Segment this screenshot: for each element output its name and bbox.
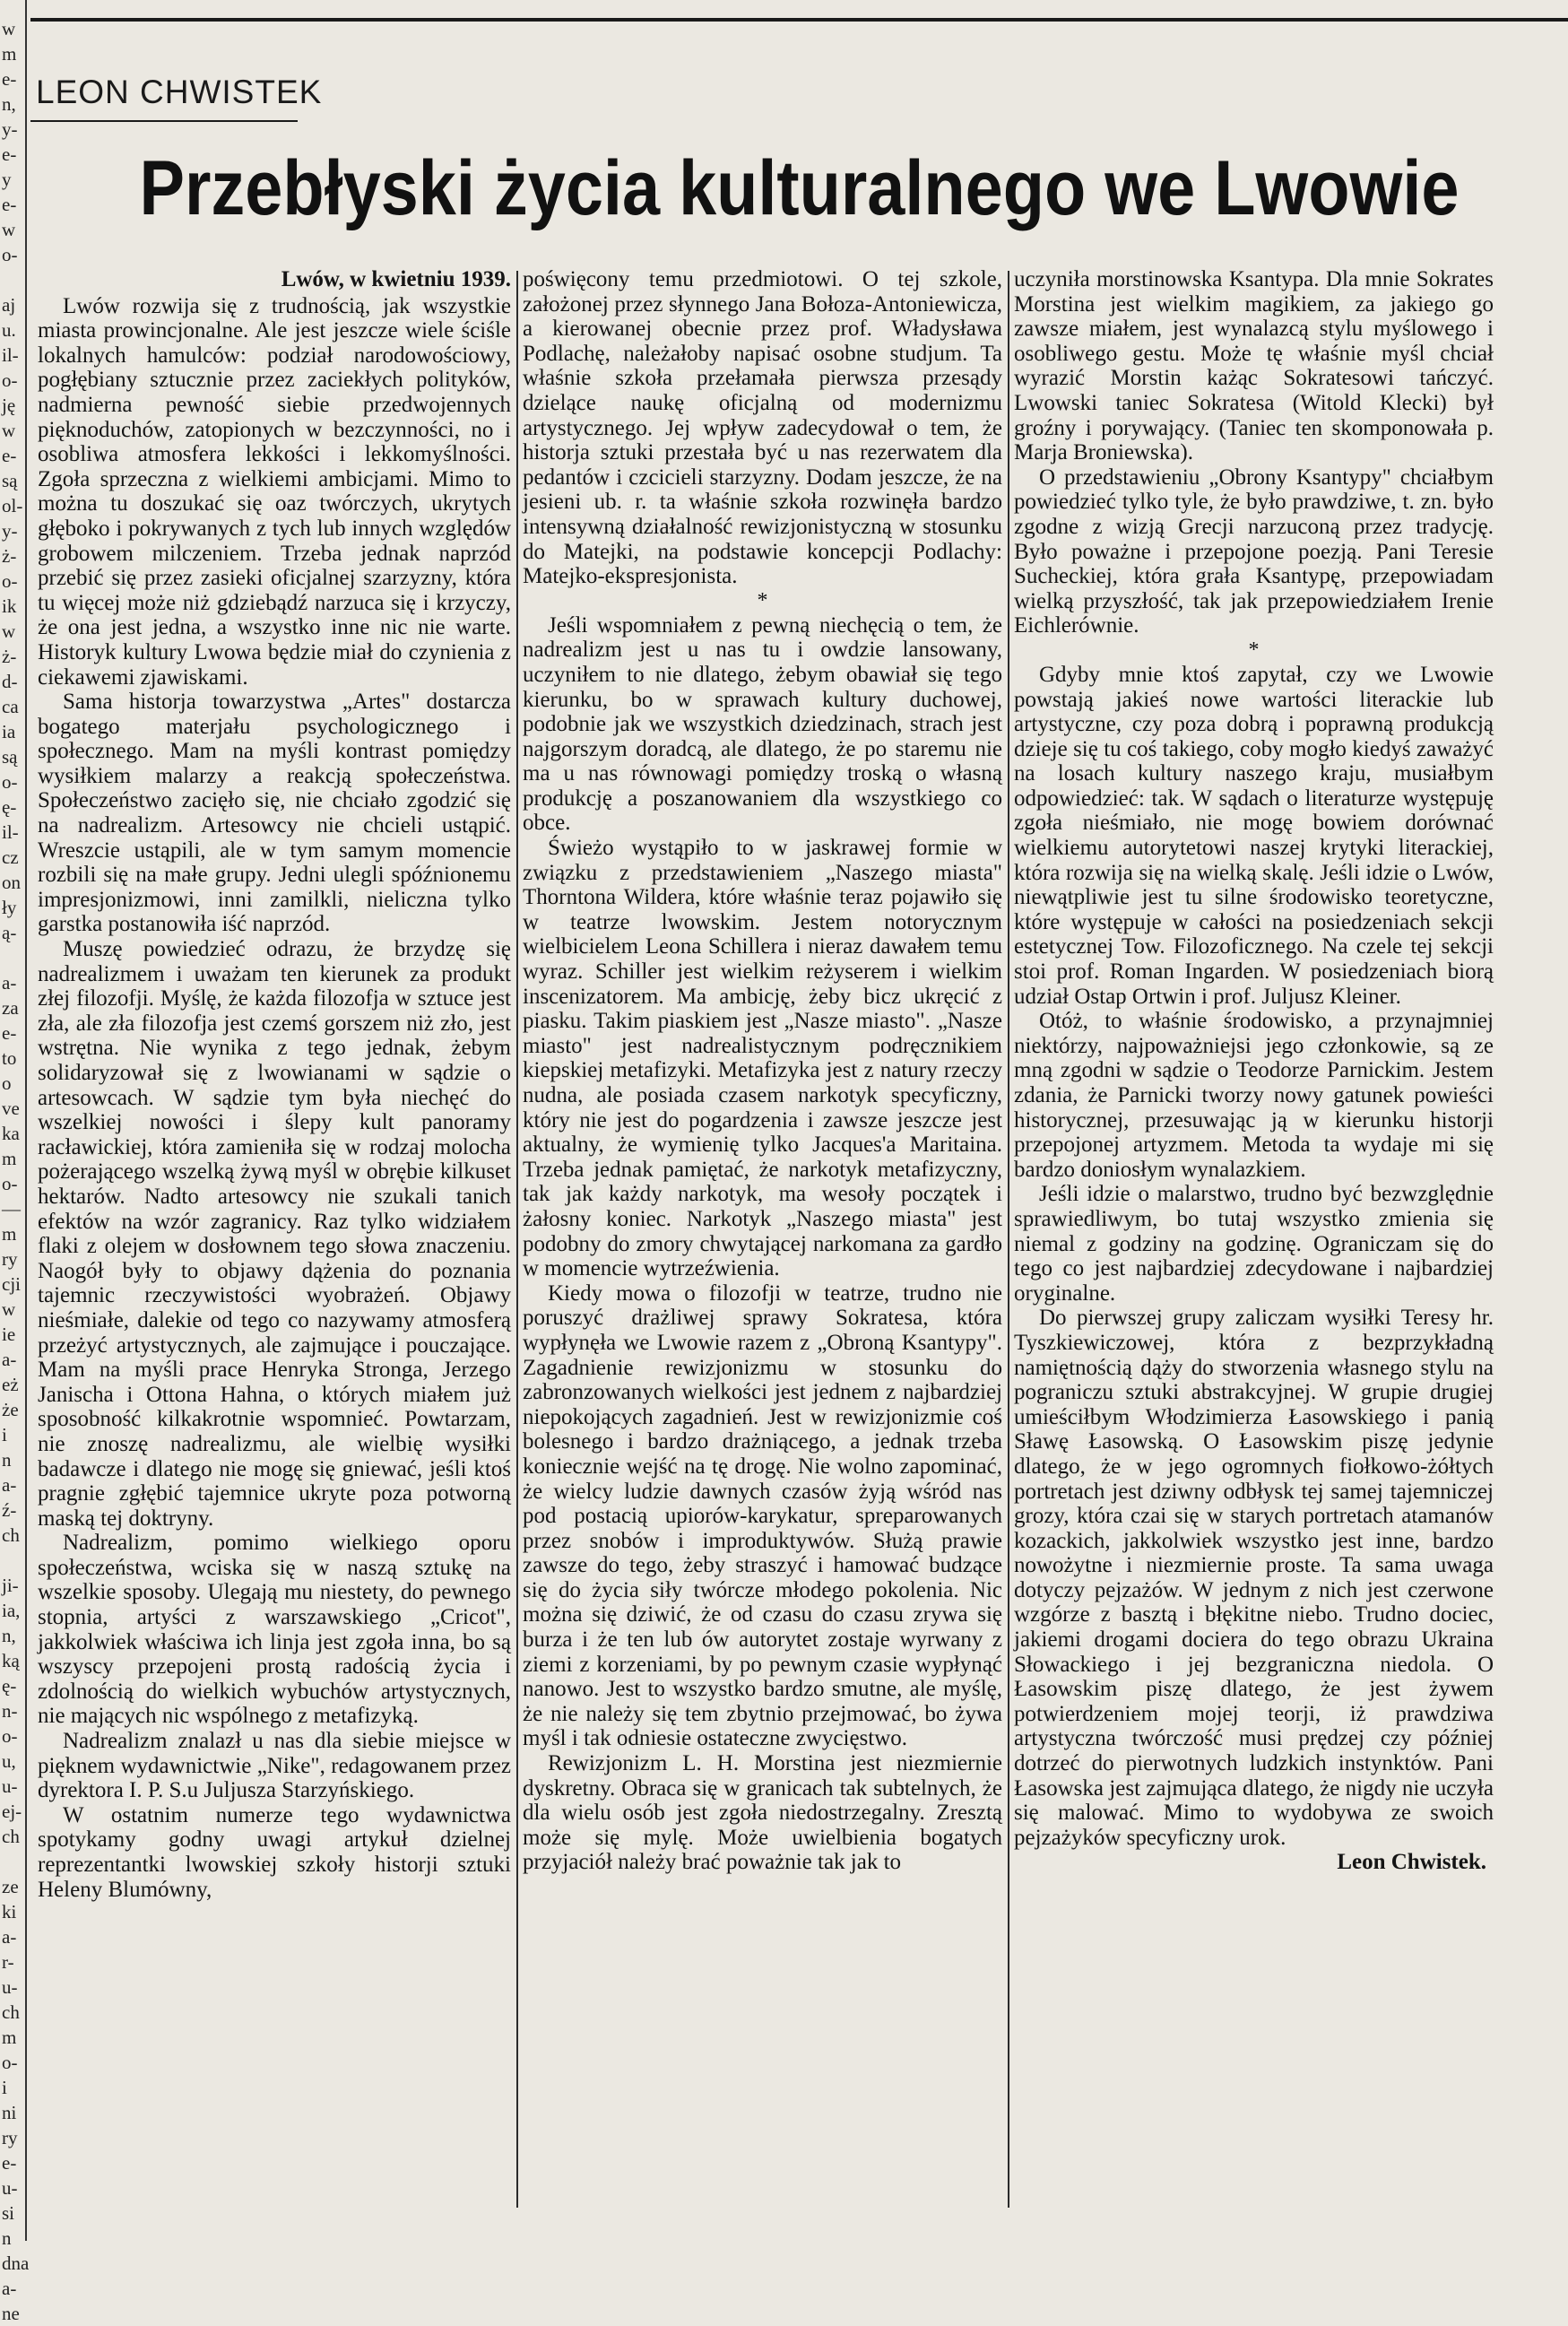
gutter-fragment: ką	[2, 1650, 20, 1671]
gutter-fragment: n,	[2, 1625, 16, 1646]
gutter-fragment: dna	[2, 2252, 30, 2274]
gutter-fragment: a-	[2, 1349, 17, 1370]
article-title: Przebłyski życia kulturalnego we Lwowie	[139, 145, 1460, 231]
paragraph: poświęcony temu przedmiotowi. O tej szkole, założonej przez słynnego Jana Bołoza-Antoniewicza, a kierowanej obecnie przez prof. Władysława Podlachę, należałoby napisać osobne studjum. Ta właśnie szkoła przełamała pierwsza przesądy dzielące naukę oficjalną od modernizmu artystycznego. Jej wpływ zadecydował o tem, że historja sztuki przestała być u nas rezerwatem dla pedantów i czcicieli starzyzny. Dodam jeszcze, że na jesieni ub. r. ta właśnie szkoła rozwinęła bardzo intensywną działalność rewizjonistyczną w stosunku do Matejki, na podstawie koncepcji Podlachy: Matejko-ekspresjonista.	[523, 267, 1002, 589]
gutter-fragment: są	[2, 470, 18, 491]
paragraph: W ostatnim numerze tego wydawnictwa spotykamy godny uwagi artykuł dzielnej reprezentantki lwowskiej szkoły historji sztuki Heleny Blumówny,	[38, 1802, 511, 1902]
gutter-fragment: ję	[2, 395, 16, 416]
gutter-fragment: m	[2, 43, 17, 65]
gutter-fragment: to	[2, 1047, 17, 1069]
gutter-fragment: a-	[2, 972, 17, 994]
paragraph: O przedstawieniu „Obrony Ksantypy" chciałbym powiedzieć tylko tyle, że było prawdziwe, t. zn. było zgodne z wizją Grecji narzuconą przez tradycję. Było poważne i przepojone poezją. Pani Teresie Sucheckiej, która grała Ksantypę, przepowiadam wielką przyszłość, tak jak przepowiedziałem Irenie Eichlerównie.	[1014, 464, 1494, 638]
gutter-fragment: ji-	[2, 1575, 19, 1596]
gutter-fragment: on	[2, 872, 21, 893]
gutter-fragment: ą-	[2, 922, 17, 943]
column-rule-1	[516, 271, 518, 2208]
gutter-fragment: ry	[2, 1248, 18, 1270]
column-3	[1014, 267, 1494, 1875]
gutter-fragment: o-	[2, 2052, 18, 2073]
top-rule	[30, 18, 1568, 22]
gutter-fragment: a-	[2, 2278, 17, 2299]
gutter-fragment: ne	[2, 2303, 20, 2324]
gutter-fragment: ik	[2, 595, 17, 617]
gutter-fragment: ie	[2, 1324, 16, 1345]
gutter-fragment: ź-	[2, 1499, 17, 1521]
gutter-fragment: e-	[2, 1022, 17, 1044]
left-gutter-fragments	[0, 0, 30, 2324]
gutter-fragment: il-	[2, 344, 19, 366]
gutter-fragment: ły	[2, 897, 17, 918]
gutter-fragment: o-	[2, 1725, 18, 1747]
paragraph: Do pierwszej grupy zaliczam wysiłki Teresy hr. Tyszkiewiczowej, która z bezprzykładną namiętnością dąży do stworzenia własnego stylu na pograniczu sztuki abstrakcyjnej. W grupie drugiej umieściłbym Włodzimierza Łasowskiego i panią Sławę Łasowską. O Łasowskim piszę jedynie dlatego, że w jego ogromnych fiołkowo-żółtych portretach jest dziwny odbłysk tej samej tajemniczej grozy, która czai się w starych portretach atamanów kozackich, jakkolwiek wszystko jest inne, bardzo nowożytne i niezmiernie proste. Ta sama uwaga dotyczy pejzażów. W jednym z nich jest czerwone wzgórze z basztą i błękitne niebo. Trudno dociec, jakiemi drogami dociera do tego obrazu Ukraina Słowackiego i jej bezgraniczna niedola. O Łasowskim piszę dlatego, że jest żywem potwierdzeniem mojej teorji, iż prawdziwa artystyczna twórczość musi prędzej czy później dotrzeć do pierwotnych ludzkich instynktów. Pani Łasowska jest zajmująca dlatego, że nigdy nie uczyła się malować. Mimo to wydobywa ze swoich pejzażyków specyficzny urok.	[1014, 1306, 1494, 1850]
gutter-fragment: m	[2, 2027, 17, 2048]
gutter-fragment: n-	[2, 1700, 18, 1722]
gutter-fragment: e-	[2, 2152, 17, 2174]
gutter-fragment: w	[2, 18, 16, 39]
gutter-fragment: e-	[2, 445, 17, 466]
paragraph: Otóż, to właśnie środowisko, a przynajmniej niektórzy, najpoważniejsi jego członkowie, są ze mną zgodni w sądzie o Teodorze Parnickim. Jestem zdania, że Parnicki tworzy nowy gatunek powieści historycznej, przesuwając ją w kierunku historji przepojonej artyzmem. Metoda ta wydaje mi się bardzo doniosłym wynalazkiem.	[1014, 1009, 1494, 1182]
gutter-fragment: u-	[2, 1775, 18, 1797]
dateline: Lwów, w kwietniu 1939.	[281, 267, 511, 291]
gutter-fragment: o-	[2, 771, 18, 793]
column-rule-2	[1008, 271, 1009, 2208]
gutter-fragment: y-	[2, 118, 18, 140]
section-separator: *	[757, 588, 768, 612]
paragraph: Jeśli wspomniałem z pewną niechęcią o tem, że nadrealizm jest u nas tu i owdzie lansowany, uczyniłem to nie dlatego, żebym obawiał się tego kierunku, bo w sprawach kultury duchowej, podobnie jak we wszystkich dziedzinach, strach jest najgorszym doradcą, ale dlatego, że po staremu nie ma u nas równowagi pomiędzy troską o własną produkcję a poszanowaniem dla wszystkiego co obce.	[523, 612, 1002, 836]
gutter-fragment: u-	[2, 1976, 18, 1998]
gutter-fragment: w	[2, 420, 16, 441]
gutter-fragment: o-	[2, 1173, 18, 1194]
gutter-fragment	[2, 1849, 25, 1874]
gutter-fragment: o	[2, 1072, 12, 1094]
gutter-fragment: n	[2, 2227, 12, 2249]
gutter-fragment: ki	[2, 1901, 17, 1922]
gutter-fragment: za	[2, 997, 19, 1019]
gutter-fragment: ry	[2, 2127, 18, 2148]
gutter-fragment: y	[2, 169, 12, 190]
gutter-fragment: m	[2, 1148, 17, 1169]
gutter-fragment: ca	[2, 696, 19, 717]
author-byline: LEON CHWISTEK	[36, 74, 323, 110]
paragraph: Muszę powiedzieć odrazu, że brzydzę się nadrealizmem i uważam ten kierunek za produkt złej filozofji. Myślę, że każda filozofja w sztuce jest zła, ale zła filozofja jest czemś gorszem niż zło, jest wstrętna. Nie wynika z tego jednak, żebym solidaryzował się z lwowianami w sądzie o artesowcach. W sądzie tym była niechęć do wszelkiej nowości i ślepy kult panoramy racławickiej, która zamieniła się w rodzaj molocha pożerającego wszelką żywą myśl w obrębie kilkuset hektarów. Nadto artesowcy nie szukali tanich efektów na wzór zagranicy. Raz tylko widziałem flaki z olejem w dosłownem tego słowa znaczeniu. Naogół były to objawy dążenia do poznania tajemnic rzeczywistości wyobrażeń. Objawy nieśmiałe, dalekie od tego co nazywamy atmosferą przeżyć artystycznych, ale zajmujące i pouczające. Mam na myśli prace Henryka Stronga, Jerzego Janischa i Ottona Hahna, o których miałem już sposobność kilkakrotnie wspomnieć. Powtarzam, nie znoszę nadrealizmu, ale wielbię wysiłki badawcze i dlatego nie mogę się gniewać, jeśli ktoś pragnie zgłębić tajemnice ukryte poza potworną maską tej doktryny.	[38, 937, 511, 1531]
gutter-fragment: —	[2, 1198, 21, 1219]
paragraph: Gdyby mnie ktoś zapytał, czy we Lwowie powstają jakieś nowe wartości literackie lub artystyczne, czy poza dobrą i poprawną produkcją dzieje się tu coś takiego, coby mogło kiedyś zaważyć na losach kultury naszego kraju, musiałbym odpowiedzieć: tak. W sądach o literaturze występuję zgoła nieśmiało, nie mogę bowiem dorównać wielkiemu autorytetowi naszej krytyki literackiej, która rozwija się na wielką skalę. Jeśli idzie o Lwów, niewątpliwie jest tu silne środowisko teoretyczne, które występuje w całości na posiedzeniach sekcji estetycznej Tow. Filozoficznego. Na czele tej sekcji stoi prof. Roman Ingarden. W posiedzeniach biorą udział Ostap Ortwin i prof. Juljusz Kleiner.	[1014, 662, 1494, 1009]
gutter-fragment: eż	[2, 1374, 19, 1395]
gutter-fragment: ch	[2, 2001, 20, 2023]
gutter-fragment: y-	[2, 520, 18, 542]
gutter-fragment: ve	[2, 1098, 20, 1119]
gutter-fragment: m	[2, 1223, 17, 1245]
paragraph: Jeśli idzie o malarstwo, trudno być bezwzględnie sprawiedliwym, bo tutaj wszystko zmienia się niemal z godziny na godzinę. Ograniczam się do tego co jest najbardziej zdecydowane i najbardziej oryginalne.	[1014, 1182, 1494, 1306]
paragraph: uczyniła morstinowska Ksantypa. Dla mnie Sokrates Morstina jest wielkim magikiem, za jakiego go zawsze miałem, jest wynalazcą stylu myślowego i osobliwego gestu. Może tę właśnie myśl chciał wyrazić Morstin każąc Sokratesowi tańczyć. Lwowski taniec Sokratesa (Witold Klecki) był groźny i porywający. (Taniec ten skomponowała p. Marja Broniewska).	[1014, 267, 1494, 465]
gutter-fragment: d-	[2, 671, 18, 692]
gutter-fragment	[2, 267, 25, 292]
gutter-fragment: ej-	[2, 1801, 22, 1822]
gutter-fragment: ia,	[2, 1600, 21, 1621]
gutter-fragment: cji	[2, 1273, 21, 1295]
paragraph: Nadrealizm, pomimo wielkiego oporu społeczeństwa, wciska się w naszą sztukę na wszelkie sposoby. Ulegają mu niestety, do pewnego stopnia, artyści z warszawskiego „Cricot", jakkolwiek właściwa ich linja jest zgoła inna, bo są wszyscy przepojeni prostą radością życia i zdolnością do wielkich wybuchów artystycznych, nie mających nic wspólnego z metafizyką.	[38, 1531, 511, 1729]
gutter-fragment	[2, 1548, 25, 1573]
gutter-fragment: si	[2, 2202, 15, 2224]
gutter-fragment: o-	[2, 369, 18, 391]
paragraph: Sama historja towarzystwa „Artes" dostarcza bogatego materjału psychologicznego i społecznego. Mam na myśli kontrast pomiędzy wysiłkiem malarzy a reakcją społeczeństwa. Społeczeństwo zacięło się, nie chciało zgodzić się na nadrealizm. Artesowcy nie chcieli ustąpić. Wreszcie ustąpili, ale w tym samym momencie rozbili się na małe grupy. Jedni ulegli spóźnionemu impresjonizmowi, inni zamilkli, nieliczna tylko garstka postanowiła iść naprzód.	[38, 690, 511, 937]
gutter-fragment: są	[2, 746, 18, 768]
gutter-fragment: cz	[2, 846, 19, 868]
gutter-fragment: w	[2, 1298, 16, 1320]
gutter-fragment: n,	[2, 93, 16, 115]
gutter-fragment: ol-	[2, 495, 23, 516]
gutter-fragment: il-	[2, 821, 19, 843]
byline-rule	[30, 120, 298, 122]
paragraph: Kiedy mowa o filozofji w teatrze, trudno nie poruszyć drażliwej sprawy Sokratesa, która wypłynęła we Lwowie razem z „Obroną Ksantypy". Zagadnienie rewizjonizmu w stosunku do zabronzowanych wielkości jest jednem z najbardziej niepokojących zagadnień. Jest w rewizjonizmie coś bolesnego i bardzo drażniącego, a jednak trzeba koniecznie wejść na tę drogę. Nie wolno zapominać, że wielcy ludzie dawnych czasów żyją wśród nas pod postacią upiorów-karykatur, spreparowanych przez snobów i improduktywów. Służą prawie zawsze do tego, żeby straszyć i hamować budzące się do życia siły twórcze młodego pokolenia. Nic można się dziwić, że od czasu do czasu zrywa się burza i że ten lub ów autorytet zostaje wyrwany z ziemi z korzeniami, by po pewnym czasie wypłynąć nanowo. Jest to wszystko bardzo smutne, ale myślę, że nie należy się tem zbytnio przejmować, bo żywa myśl i tak odniesie ostateczne zwycięstwo.	[523, 1280, 1002, 1751]
gutter-fragment: ę-	[2, 1675, 17, 1697]
gutter-fragment: ch	[2, 1524, 20, 1546]
gutter-fragment: u.	[2, 319, 16, 341]
gutter-fragment	[2, 945, 25, 970]
gutter-fragment: ę-	[2, 796, 17, 818]
gutter-fragment: o-	[2, 244, 18, 265]
gutter-fragment: e-	[2, 194, 17, 215]
paragraph: Świeżo wystąpiło to w jaskrawej formie w związku z przedstawieniem „Naszego miasta" Thorntona Wildera, które właśnie teraz pojawiło się w teatrze lwowskim. Jestem notorycznym wielbicielem Leona Schillera i nieraz dawałem temu wyraz. Schiller jest wielkim reżyserem i wielkim inscenizatorem. Ma ambicję, żeby bicz ukręcić z piasku. Takim piaskiem jest „Nasze miasto". „Nasze miasto" jest nadrealistycznym podręcznikiem kiepskiej metafizyki. Metafizyka jest z natury rzeczy nudna, ale posiada czasem narkotyk specyficzny, który nie jest do pogardzenia i zawsze jeszcze jest aktualny, że wymienię tylko Jacques'a Maritaina. Trzeba jednak pamiętać, że narkotyk metafizyczny, tak jak każdy narkotyk, ma wesoły początek i żałosny koniec. Narkotyk „Naszego miasta" jest podobny do zmory chwytającej narkomana za gardło w momencie wytrzeźwienia.	[523, 836, 1002, 1281]
gutter-fragment: u,	[2, 1750, 16, 1772]
gutter-fragment: aj	[2, 294, 16, 316]
gutter-fragment: ż-	[2, 646, 17, 667]
signature: Leon Chwistek.	[1337, 1850, 1486, 1875]
column-2	[523, 267, 1002, 1875]
gutter-fragment: e-	[2, 143, 17, 165]
gutter-fragment: w	[2, 621, 16, 642]
gutter-fragment: i	[2, 2077, 7, 2098]
paragraph: Lwów rozwija się z trudnością, jak wszystkie miasta prowincjonalne. Ale jest jeszcze wiele ściśle lokalnych hamulców: podział narodowościowy, pogłębiany sztucznie przez zaciekłych polityków, nadmierna pewność siebie przedwojennych pięknoduchów, zatopionych w bezczynności, no i osobliwa atmosfera lekkości i lekkomyślności. Zgoła sprzeczna z wielkiemi ambicjami. Mimo to można tu doszukać się oaz twórczych, ukrytych głęboko i pokrywanych z tych lub innych względów grobowem milczeniem. Trzeba jednak naprzód przebić się przez zasieki oficjalnej szarzyzny, która tu więcej może niż gdziebądź narzuca się i krzyczy, że ona jest jedna, a wszystko inne nic nie warte. Historyk kultury Lwowa będzie miał do czynienia z ciekawemi zjawiskami.	[38, 293, 511, 690]
gutter-fragment: r-	[2, 1951, 14, 1973]
gutter-fragment: ch	[2, 1826, 20, 1847]
gutter-fragment: u-	[2, 2177, 18, 2199]
gutter-fragment: że	[2, 1399, 19, 1420]
gutter-fragment: ze	[2, 1876, 19, 1897]
paragraph: Rewizjonizm L. H. Morstina jest niezmiernie dyskretny. Obraca się w granicach tak subtelnych, że dla wielu osób jest zgoła niedostrzegalny. Zresztą może się mylę. Może uwielbienia bogatych przyjaciół należy brać poważnie tak jak to	[523, 1751, 1002, 1875]
gutter-fragment: o-	[2, 570, 18, 592]
paragraph: Nadrealizm znalazł u nas dla siebie miejsce w pięknem wydawnictwie „Nike", redagowanem przez dyrektora I. P. S.u Juljusza Starzyńskiego.	[38, 1729, 511, 1803]
gutter-fragment: ia	[2, 721, 16, 742]
gutter-fragment: a-	[2, 1474, 17, 1496]
section-separator: *	[1248, 638, 1260, 662]
gutter-fragment: w	[2, 219, 16, 240]
gutter-fragment: a-	[2, 1926, 17, 1948]
gutter-fragment: ż-	[2, 545, 17, 567]
gutter-fragment: i	[2, 1424, 7, 1445]
gutter-fragment: n	[2, 1449, 12, 1471]
gutter-fragment: ka	[2, 1123, 20, 1144]
column-1	[38, 267, 511, 1902]
gutter-fragment: ni	[2, 2102, 17, 2123]
gutter-fragment: e-	[2, 68, 17, 90]
